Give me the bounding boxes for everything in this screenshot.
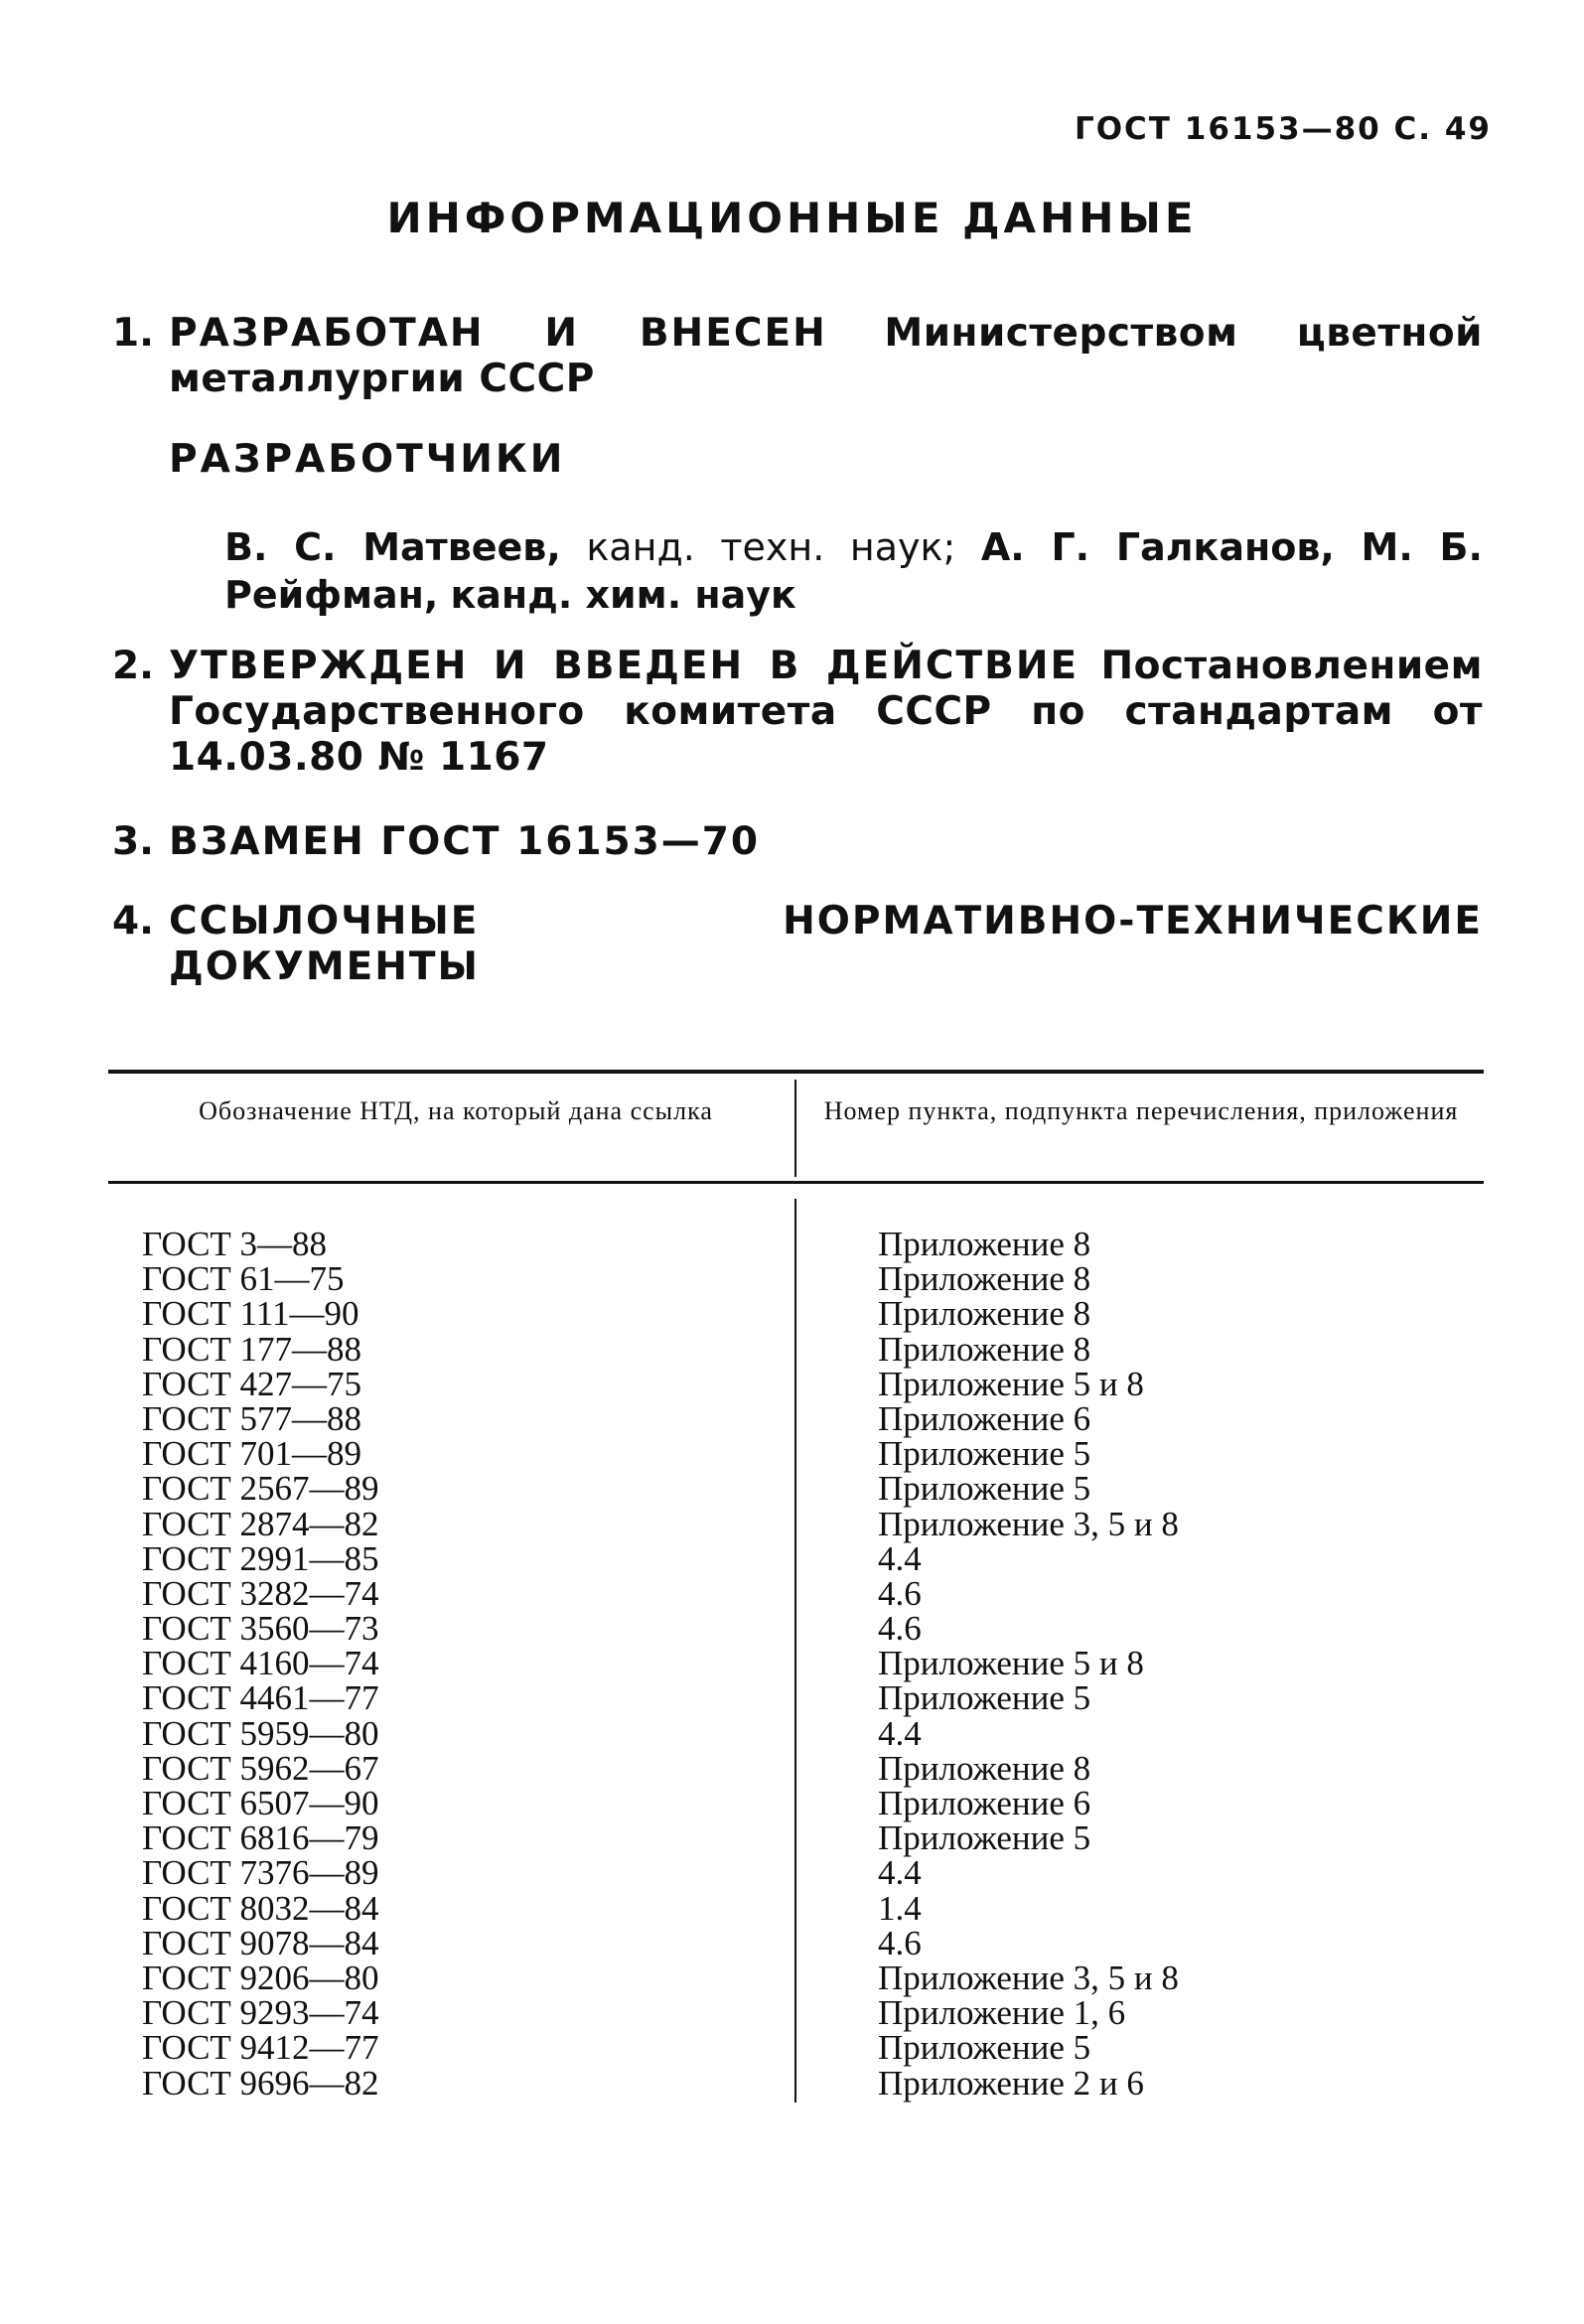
clause-reference: Приложение 8 [878, 1329, 1091, 1369]
table-row [108, 1609, 1484, 1649]
table-header-divider [794, 1080, 796, 1177]
table-row [108, 1786, 1484, 1820]
clause-reference: Приложение 5 и 8 [878, 1364, 1144, 1403]
ntd-designation: ГОСТ 9206—80 [142, 1958, 379, 1997]
table-row [108, 1958, 1484, 1997]
column-header-ntd: Обозначение НТД, на который дана ссылка [199, 1096, 713, 1125]
table-row [108, 1644, 1484, 1683]
ntd-designation: ГОСТ 5959—80 [142, 1713, 379, 1753]
table-row [108, 1538, 1484, 1578]
table-row [108, 1294, 1484, 1334]
clause-reference: 4.4 [878, 1853, 922, 1893]
clause-reference: Приложение 5 [878, 1469, 1091, 1509]
table-body [108, 1227, 1484, 2101]
item-lead: РАЗРАБОТАН И ВНЕСЕН [169, 311, 827, 356]
developers-title: РАЗРАБОТЧИКИ [169, 437, 566, 482]
table-row [108, 1364, 1484, 1403]
clause-reference: Приложение 8 [878, 1225, 1091, 1263]
page-header: ГОСТ 16153—80 С. 49 [1074, 111, 1492, 147]
developer-name: В. С. Матвеев, [224, 525, 561, 569]
developer-names: А. Г. Галканов, М. Б. Рейфман, [224, 525, 1483, 617]
developers-list [224, 523, 1483, 619]
table-row [108, 1818, 1484, 1858]
table-row [108, 1259, 1484, 1299]
table-row [108, 1678, 1484, 1718]
item-2 [112, 644, 1483, 781]
page-title: ИНФОРМАЦИОННЫЕ ДАННЫЕ [386, 194, 1198, 242]
clause-reference: Приложение 8 [878, 1294, 1091, 1334]
item-number: 2. [112, 644, 154, 688]
item-text: Постановлением Государственного комитета СССР по стандартам от 14.03.80 № 1167 [169, 644, 1483, 780]
clause-reference: 1.4 [878, 1888, 922, 1928]
ntd-designation: ГОСТ 5962—67 [142, 1748, 379, 1788]
ntd-designation: ГОСТ 177—88 [142, 1329, 362, 1369]
ntd-designation: ГОСТ 6816—79 [142, 1818, 379, 1858]
clause-reference: 4.6 [878, 1573, 922, 1613]
clause-reference: Приложение 3, 5 и 8 [878, 1504, 1179, 1543]
item-lead: УТВЕРЖДЕН И ВВЕДЕН В ДЕЙСТВИЕ [169, 644, 1080, 688]
table-row [108, 1713, 1484, 1753]
item-lead: ВЗАМЕН ГОСТ 16153—70 [169, 819, 761, 864]
table-row [108, 1573, 1484, 1613]
clause-reference: Приложение 5 [878, 2028, 1091, 2068]
clause-reference: Приложение 3, 5 и 8 [878, 1958, 1179, 1997]
table-row [108, 2028, 1484, 2068]
table-row [108, 1993, 1484, 2033]
item-number: 3. [112, 819, 154, 864]
clause-reference: Приложение 6 [878, 1398, 1091, 1438]
clause-reference: 4.6 [878, 1609, 922, 1649]
clause-reference: 4.4 [878, 1538, 922, 1578]
item-3 [112, 819, 1483, 865]
item-lead: ССЫЛОЧНЫЕ НОРМАТИВНО-ТЕХНИЧЕСКИЕ ДОКУМЕНТЫ [169, 899, 1483, 989]
clause-reference: Приложение 5 [878, 1818, 1091, 1858]
clause-reference: Приложение 5 [878, 1678, 1091, 1718]
ntd-designation: ГОСТ 9696—82 [142, 2063, 379, 2103]
ntd-designation: ГОСТ 7376—89 [142, 1853, 379, 1893]
ntd-designation: ГОСТ 6507—90 [142, 1784, 379, 1822]
ntd-designation: ГОСТ 111—90 [142, 1294, 360, 1334]
table-row [108, 1434, 1484, 1474]
table-row [108, 2063, 1484, 2103]
ntd-designation: ГОСТ 701—89 [142, 1434, 362, 1474]
item-number: 1. [112, 311, 154, 356]
table-row [108, 1748, 1484, 1788]
ntd-designation: ГОСТ 2874—82 [142, 1504, 379, 1543]
ntd-designation: ГОСТ 2991—85 [142, 1538, 379, 1578]
ntd-designation: ГОСТ 9412—77 [142, 2028, 379, 2068]
ntd-designation: ГОСТ 61—75 [142, 1259, 345, 1299]
item-1 [112, 311, 1483, 402]
table-row [108, 1227, 1484, 1261]
table-row [108, 1398, 1484, 1438]
table-row [108, 1923, 1484, 1962]
column-header-clause: Номер пункта, подпункта перечисления, приложения [823, 1096, 1459, 1125]
table-top-rule [108, 1070, 1484, 1074]
developer-degree: канд. техн. наук; [586, 525, 956, 569]
ntd-designation: ГОСТ 2567—89 [142, 1469, 379, 1509]
item-4 [112, 899, 1483, 990]
clause-reference: 4.6 [878, 1923, 922, 1962]
ntd-designation: ГОСТ 9078—84 [142, 1923, 379, 1962]
table-row [108, 1853, 1484, 1893]
table-header-rule [108, 1181, 1484, 1184]
clause-reference: 4.4 [878, 1713, 922, 1753]
table-row [108, 1469, 1484, 1509]
references-table [108, 1070, 1484, 2112]
developer-degree-2: канд. хим. наук [450, 573, 796, 617]
clause-reference: Приложение 1, 6 [878, 1993, 1126, 2033]
item-text: Министерством цветной металлургии СССР [169, 311, 1483, 401]
clause-reference: Приложение 8 [878, 1259, 1091, 1299]
ntd-designation: ГОСТ 4461—77 [142, 1678, 379, 1718]
clause-reference: Приложение 5 [878, 1434, 1091, 1474]
clause-reference: Приложение 2 и 6 [878, 2063, 1144, 2103]
ntd-designation: ГОСТ 427—75 [142, 1364, 362, 1403]
clause-reference: Приложение 5 и 8 [878, 1644, 1144, 1683]
ntd-designation: ГОСТ 8032—84 [142, 1888, 379, 1928]
table-row [108, 1329, 1484, 1369]
ntd-designation: ГОСТ 3—88 [142, 1225, 328, 1263]
clause-reference: Приложение 6 [878, 1784, 1091, 1822]
ntd-designation: ГОСТ 577—88 [142, 1398, 362, 1438]
table-row [108, 1888, 1484, 1928]
ntd-designation: ГОСТ 3560—73 [142, 1609, 379, 1649]
ntd-designation: ГОСТ 3282—74 [142, 1573, 379, 1613]
ntd-designation: ГОСТ 9293—74 [142, 1993, 379, 2033]
item-number: 4. [112, 899, 154, 944]
ntd-designation: ГОСТ 4160—74 [142, 1644, 379, 1683]
clause-reference: Приложение 8 [878, 1748, 1091, 1788]
table-row [108, 1504, 1484, 1543]
